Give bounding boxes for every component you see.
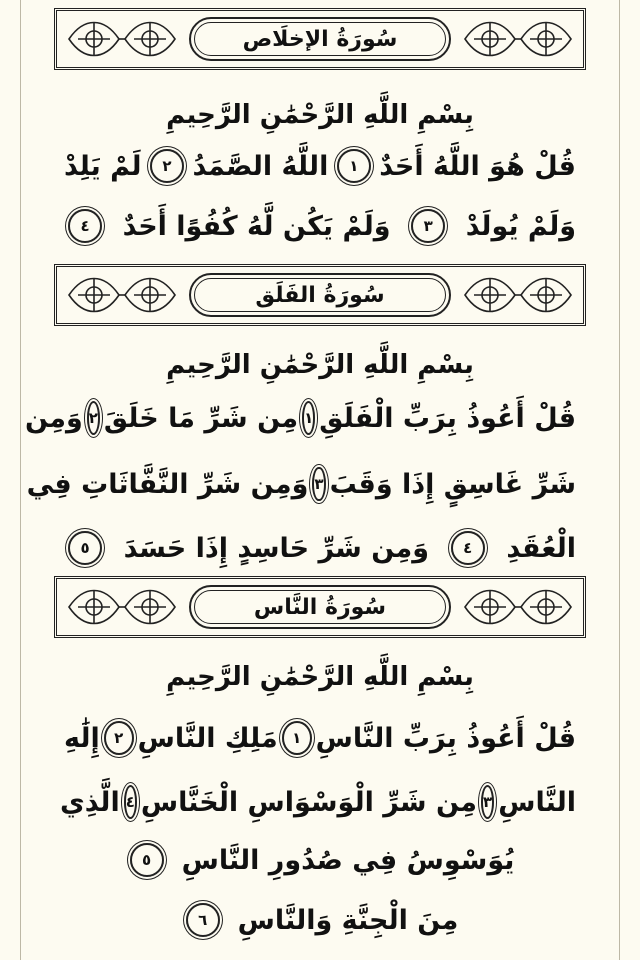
ayah-text: مِن شَرِّ مَا خَلَقَ (103, 402, 299, 434)
ayah-text: وَلَمْ يَكُن لَّهُ كُفُوًا أَحَدٌ (122, 210, 391, 242)
ayah-text: لَمْ يَلِدْ (64, 150, 142, 182)
surah-title-cartouche (189, 17, 451, 61)
page-border-right (619, 0, 620, 960)
ayah-text: النَّاسِ (498, 786, 576, 818)
ayah-number-marker: ١ (302, 401, 315, 435)
ayah-line (24, 390, 576, 446)
ayah-text: وَمِن شَرِّ النَّفَّاثَاتِ فِي (26, 468, 309, 500)
surah-title: سُورَةُ النَّاس (253, 594, 387, 620)
arabesque-ornament-icon (455, 581, 581, 633)
ayah-line (64, 138, 576, 194)
ayah-text: وَمِن (24, 402, 83, 434)
ayah-text: وَلَمْ يُولَدْ (465, 210, 576, 242)
ayah-line (64, 710, 576, 766)
ayah-number-marker: ٤ (68, 209, 102, 243)
page-border-left (20, 0, 21, 960)
ayah-text: اللَّهُ الصَّمَدُ (192, 150, 329, 182)
surah-title: سُورَةُ الفَلَق (255, 282, 385, 308)
arabesque-ornament-icon (59, 581, 185, 633)
ayah-number-marker: ٢ (87, 401, 100, 435)
ayah-number-marker: ٤ (451, 531, 485, 565)
ayah-number-marker: ٣ (411, 209, 445, 243)
basmala: بِسْمِ اللَّهِ الرَّحْمَٰنِ الرَّحِيمِ (166, 100, 474, 130)
ayah-text: وَمِن شَرِّ حَاسِدٍ إِذَا حَسَدَ (123, 532, 430, 564)
ayah-text: يُوَسْوِسُ فِي صُدُورِ النَّاسِ (181, 844, 515, 876)
ayah-line (64, 832, 576, 888)
ayah-text: مِنَ الْجِنَّةِ وَالنَّاسِ (237, 904, 459, 936)
ayah-number-marker: ٥ (68, 531, 102, 565)
surah-title-cartouche (189, 585, 451, 629)
basmala: بِسْمِ اللَّهِ الرَّحْمَٰنِ الرَّحِيمِ (166, 662, 474, 692)
ayah-line (59, 774, 576, 830)
arabesque-ornament-icon (59, 13, 185, 65)
surah-header-falaq (54, 264, 586, 326)
arabesque-ornament-icon (455, 269, 581, 321)
surah-header-nas (54, 576, 586, 638)
surah-title-cartouche (189, 273, 451, 317)
ayah-text: قُلْ هُوَ اللَّهُ أَحَدٌ (379, 150, 576, 182)
arabesque-ornament-icon (59, 269, 185, 321)
ayah-text: مَلِكِ النَّاسِ (137, 722, 278, 754)
surah-title: سُورَةُ الإخلَاص (242, 26, 398, 52)
ayah-line (64, 520, 576, 576)
ayah-text: إِلَٰهِ (64, 722, 100, 754)
ayah-number-marker: ٢ (150, 149, 184, 183)
ayah-text: قُلْ أَعُوذُ بِرَبِّ الْفَلَقِ (319, 402, 576, 434)
ayah-text: مِن شَرِّ الْوَسْوَاسِ الْخَنَّاسِ (140, 786, 478, 818)
ayah-number-marker: ٢ (104, 721, 134, 755)
ayah-line (64, 892, 576, 948)
ayah-number-marker: ٦ (186, 903, 220, 937)
ayah-number-marker: ١ (282, 721, 312, 755)
ayah-number-marker: ٤ (124, 785, 137, 819)
ayah-text: قُلْ أَعُوذُ بِرَبِّ النَّاسِ (315, 722, 576, 754)
ayah-number-marker: ٣ (312, 467, 325, 501)
basmala: بِسْمِ اللَّهِ الرَّحْمَٰنِ الرَّحِيمِ (166, 350, 474, 380)
ayah-number-marker: ٥ (130, 843, 164, 877)
ayah-line (26, 456, 576, 512)
ayah-text: شَرِّ غَاسِقٍ إِذَا وَقَبَ (329, 468, 576, 500)
ayah-number-marker: ٣ (481, 785, 494, 819)
ayah-number-marker: ١ (337, 149, 371, 183)
ayah-text: الَّذِي (59, 786, 120, 818)
arabesque-ornament-icon (455, 13, 581, 65)
ayah-text: الْعُقَدِ (506, 532, 576, 564)
surah-header-ikhlas (54, 8, 586, 70)
ayah-line (64, 198, 576, 254)
